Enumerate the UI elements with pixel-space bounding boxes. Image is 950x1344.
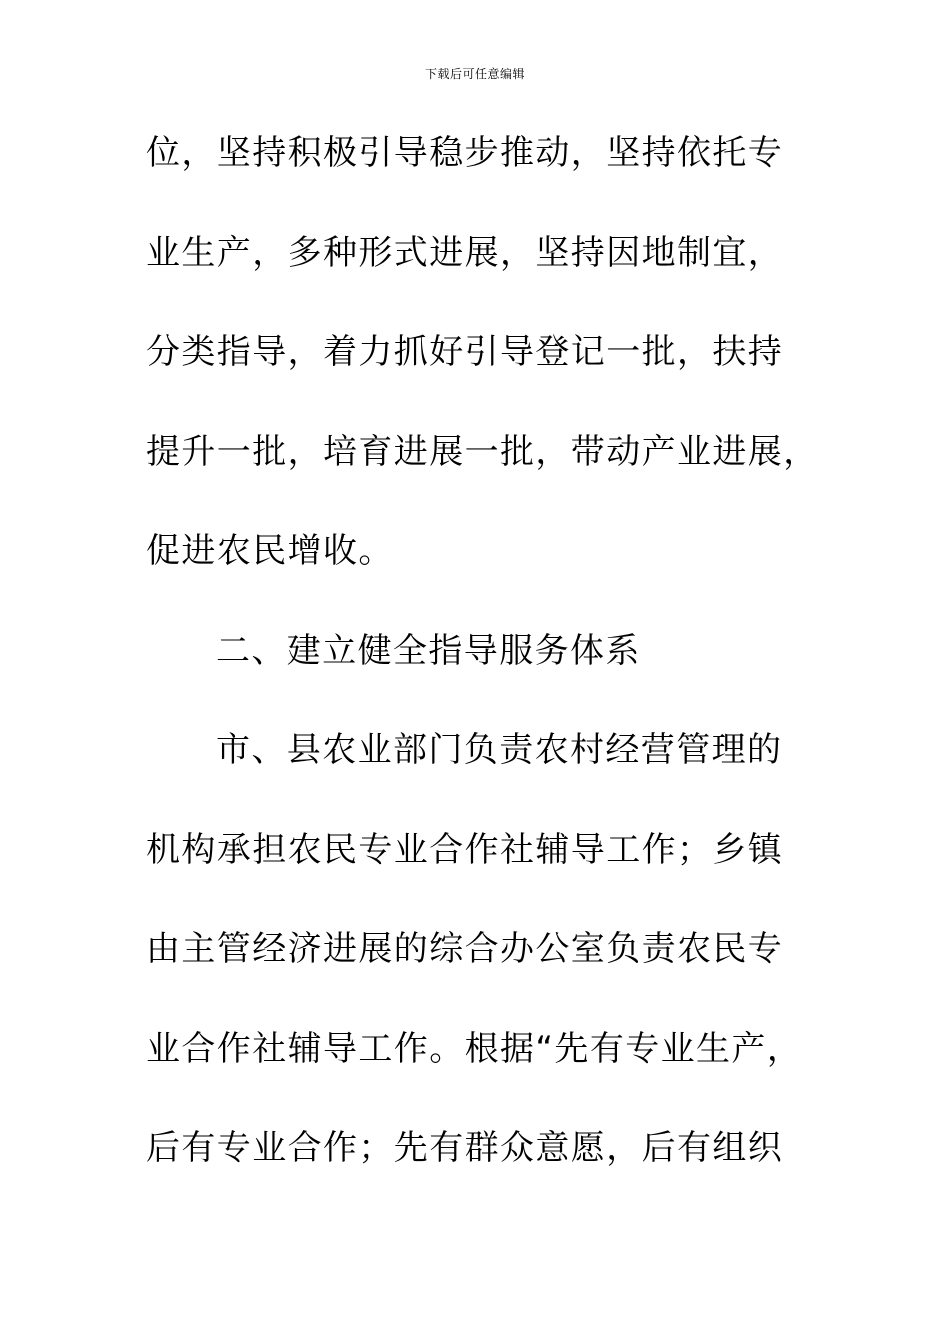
body-line: 后有专业合作；先有群众意愿，后有组织 xyxy=(146,1128,784,1168)
body-line: 促进农民增收。 xyxy=(146,531,394,571)
body-line: 提升一批，培育进展一批，带动产业进展， xyxy=(146,431,819,472)
document-body xyxy=(146,125,819,1220)
section-heading: 二、建立健全指导服务体系 xyxy=(216,630,641,671)
body-line: 分类指导，着力抓好引导登记一批，扶持 xyxy=(146,332,784,372)
page-header: 下载后可任意编辑 xyxy=(424,67,525,81)
body-line: 由主管经济进展的综合办公室负责农民专 xyxy=(146,929,784,969)
body-line: 业合作社辅导工作。根据“先有专业生产， xyxy=(146,1028,803,1069)
body-line: 位，坚持积极引导稳步推动，坚持依托专 xyxy=(146,133,784,173)
body-line: 业生产，多种形式进展，坚持因地制宜， xyxy=(146,232,784,273)
paragraph-first-line: 市、县农业部门负责农村经营管理的 xyxy=(216,730,783,770)
body-line: 机构承担农民专业合作社辅导工作；乡镇 xyxy=(146,829,784,870)
